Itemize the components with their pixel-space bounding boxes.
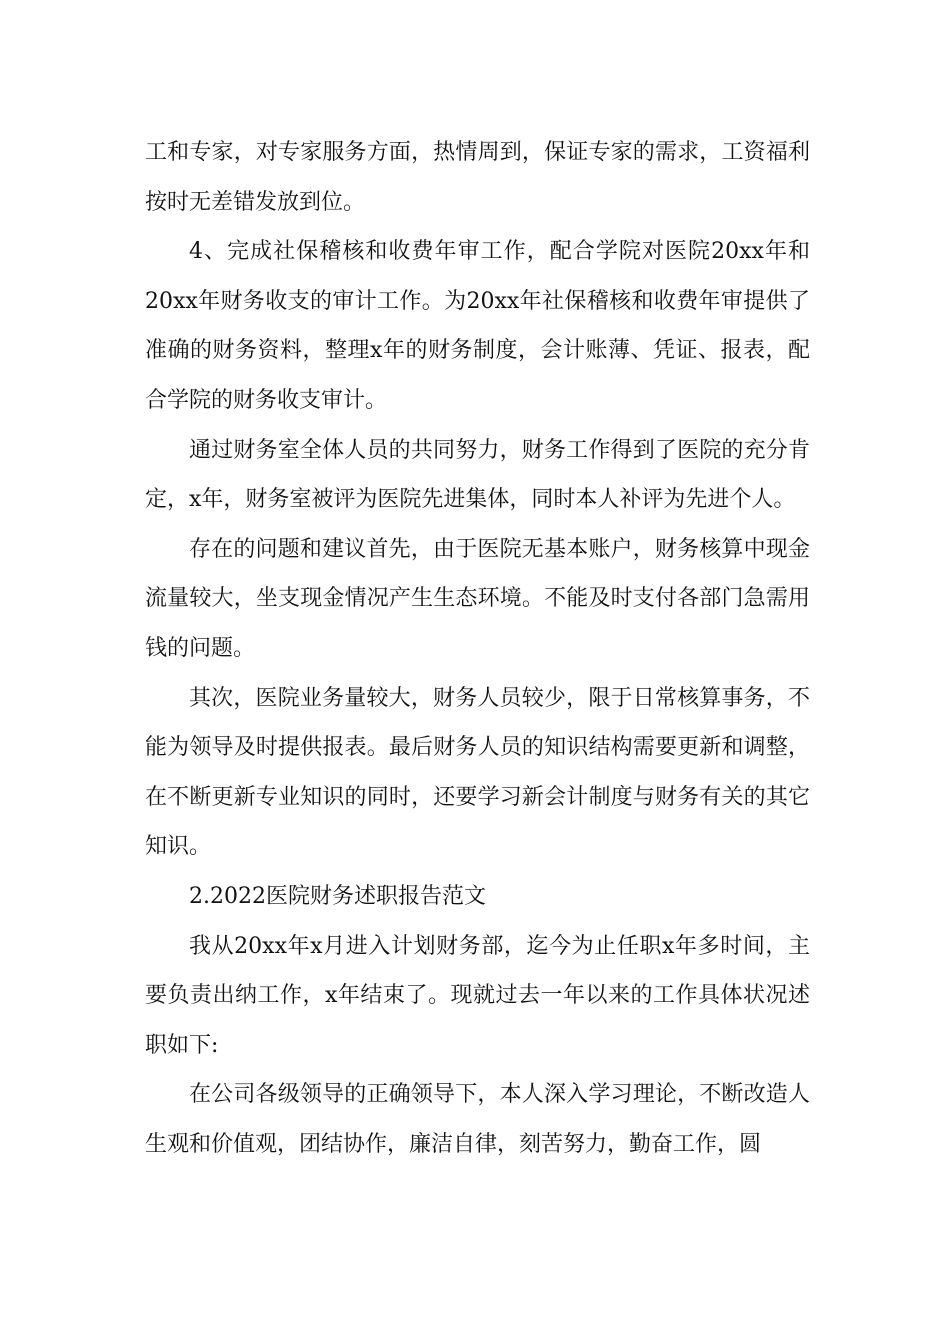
paragraph-6: 我从20xx年x月进入计划财务部，迄今为止任职x年多时间，主要负责出纳工作，x年结束了。现就过去一年以来的工作具体状况述职如下: xyxy=(145,933,810,1058)
paragraph-7: 在公司各级领导的正确领导下，本人深入学习理论，不断改造人生观和价值观，团结协作，廉洁自律，刻苦努力，勤奋工作，圆 xyxy=(145,1082,810,1157)
section-heading: 2.2022医院财务述职报告范文 xyxy=(189,883,486,909)
paragraph-1: 工和专家，对专家服务方面，热情周到，保证专家的需求，工资福利按时无差错发放到位。 xyxy=(145,140,810,215)
paragraph-5: 其次，医院业务量较大，财务人员较少，限于日常核算事务，不能为领导及时提供报表。最后财务人员的知识结构需要更新和调整，在不断更新专业知识的同时，还要学习新会计制度与财务有关的其它知识。 xyxy=(145,685,810,860)
paragraph-2: 4、完成社保稽核和收费年审工作，配合学院对医院20xx年和20xx年财务收支的审计工作。为20xx年社保稽核和收费年审提供了准确的财务资料，整理x年的财务制度，会计账薄、凭证、报表，配合学院的财务收支审计。 xyxy=(145,239,810,413)
paragraph-4: 存在的问题和建议首先，由于医院无基本账户，财务核算中现金流量较大，坐支现金情况产生生态环境。不能及时支付各部门急需用钱的问题。 xyxy=(145,536,810,661)
document-body xyxy=(145,128,810,1169)
paragraph-3: 通过财务室全体人员的共同努力，财务工作得到了医院的充分肯定，x年，财务室被评为医院先进集体，同时本人补评为先进个人。 xyxy=(145,437,810,513)
